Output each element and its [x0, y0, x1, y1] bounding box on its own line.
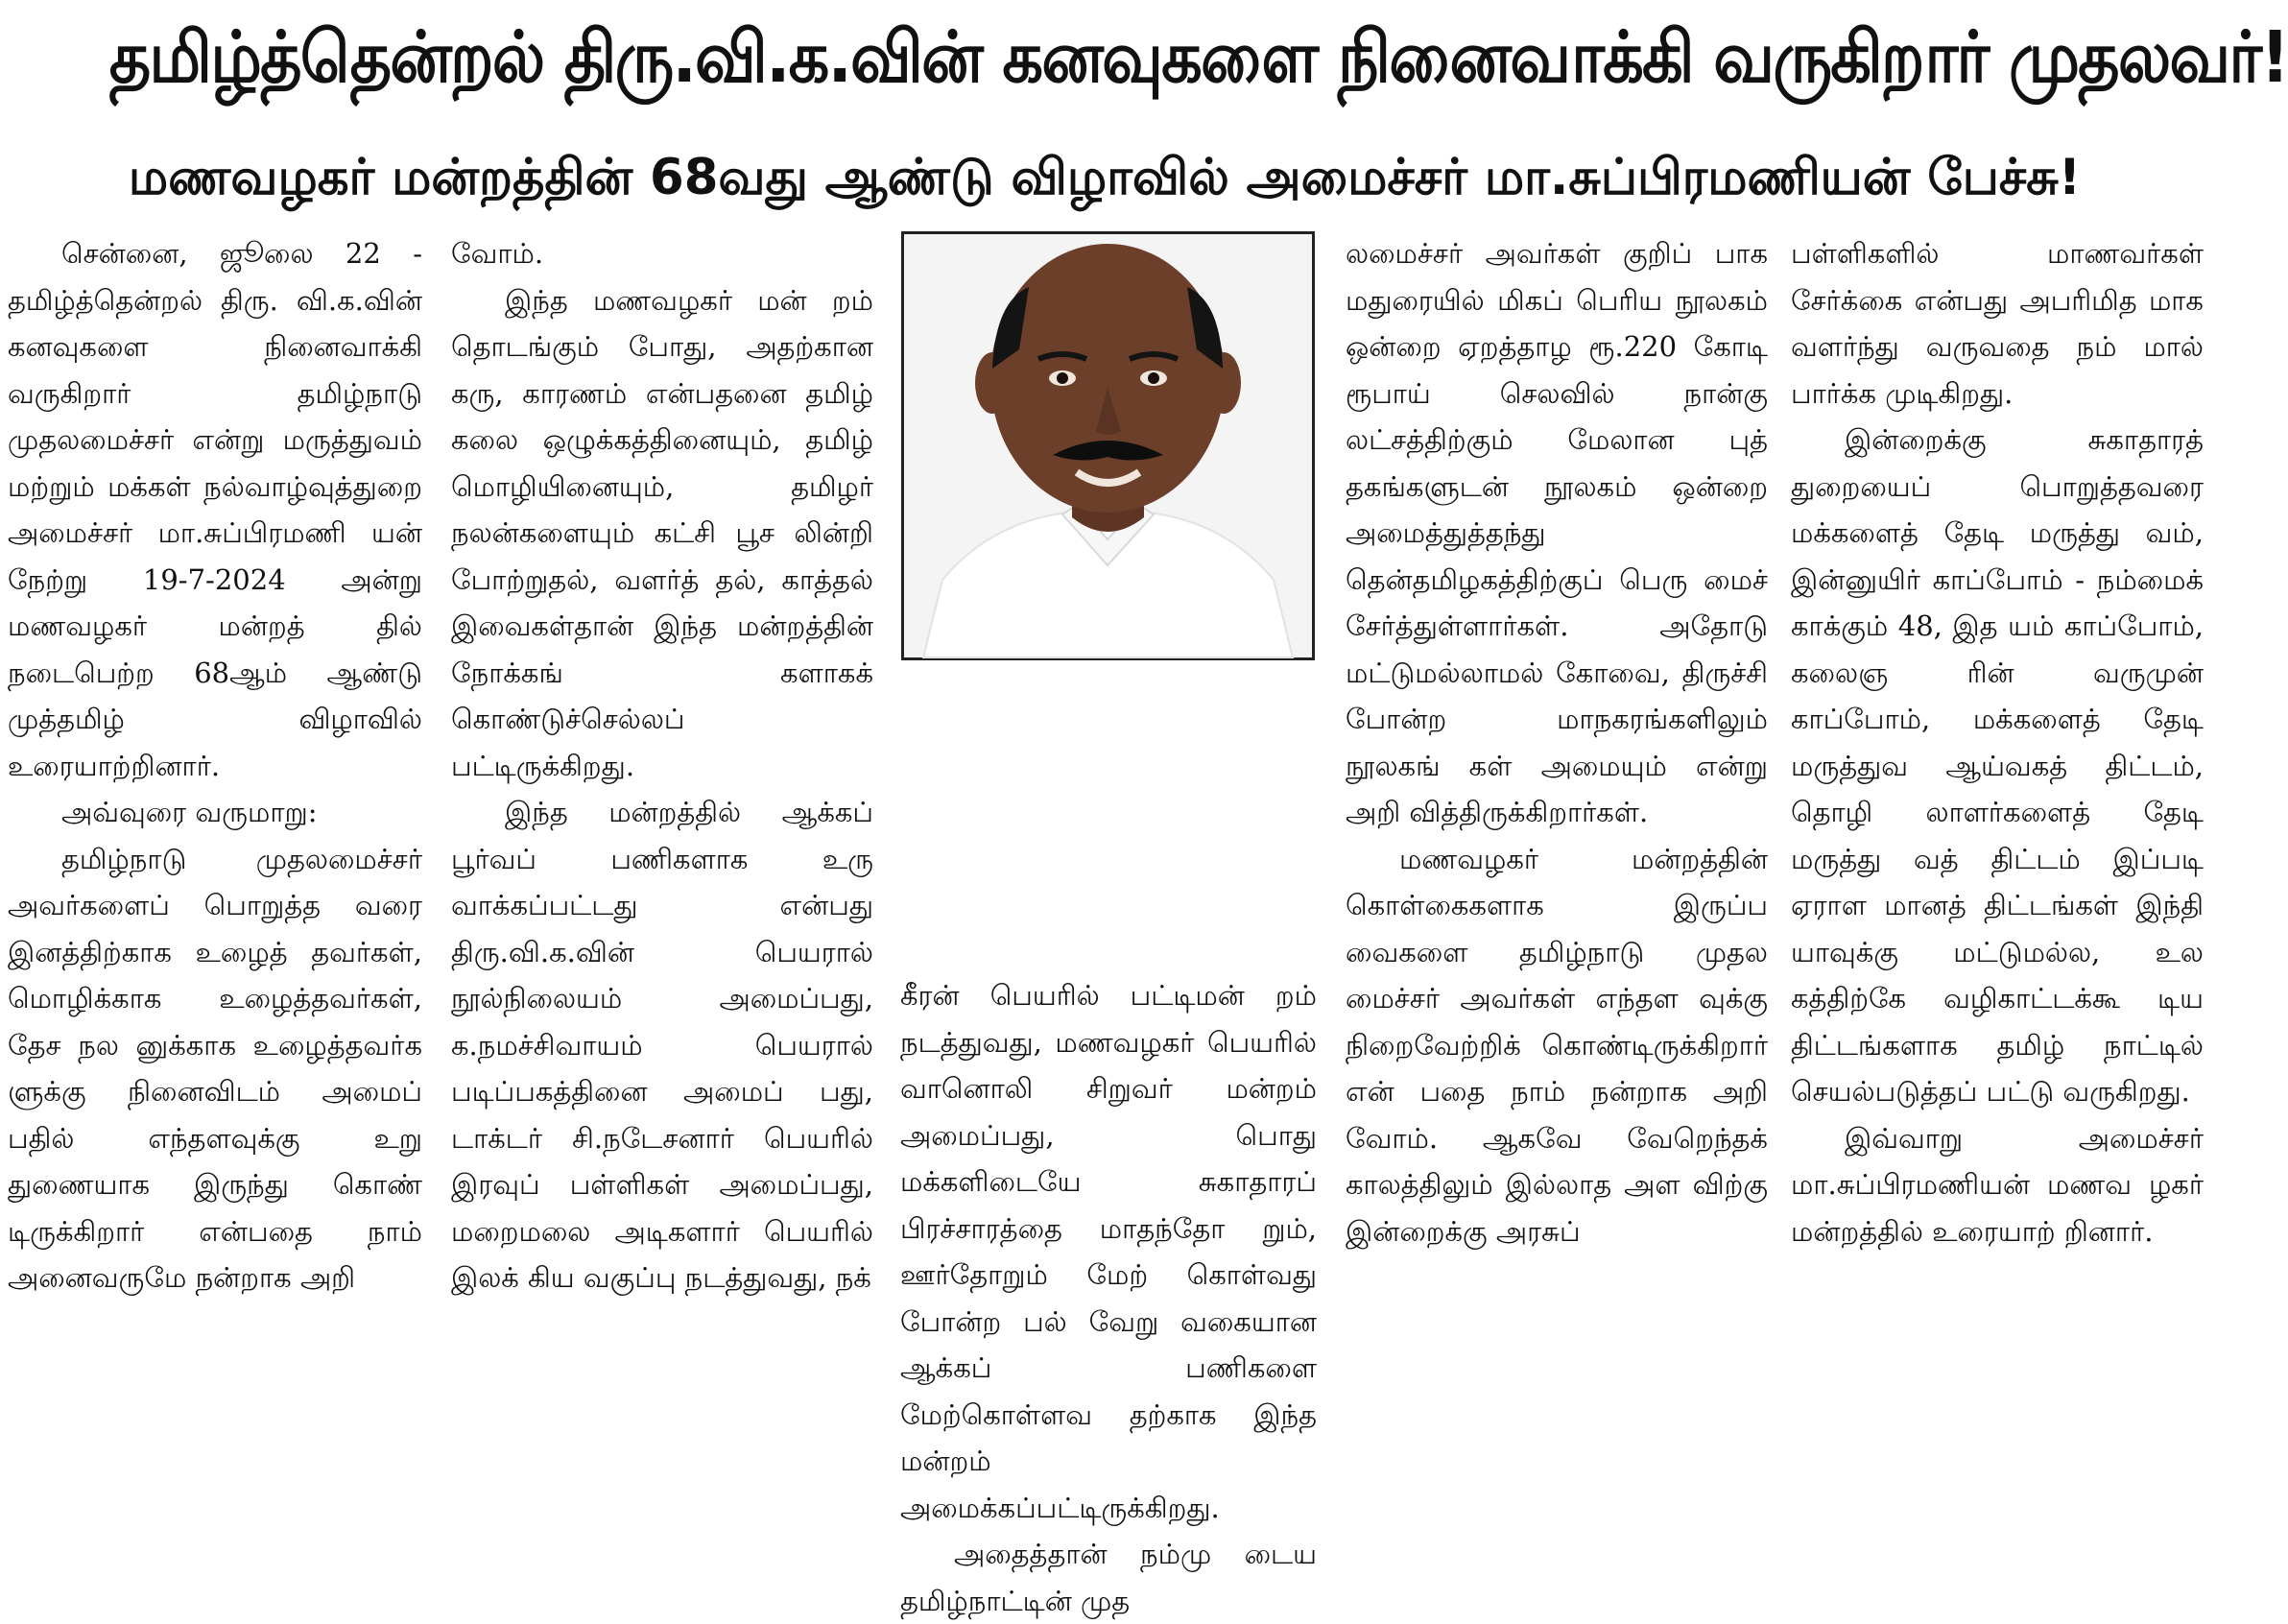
article-column-5: [1791, 230, 2204, 1257]
article-paragraph: இந்த மணவழகர் மன் றம் தொடங்கும் போது, அதற்கான கரு, காரணம் என்பதனை தமிழ் கலை ஒழுக்கத்தினையும், தமிழ் மொழியினையும், தமிழர் நலன்களையும் கட்சி பூச லின்றி போற்றுதல், வளர்த் தல், காத்தல் இவைகள்தான் இந்த மன்றத்தின் நோக்கங் களாகக் கொண்டுச்செல்லப் பட்டிருக்கிறது.: [451, 283, 873, 782]
article-column-4: [1346, 230, 1768, 1257]
article-paragraph: இன்றைக்கு சுகாதாரத் துறையைப் பொறுத்தவரை மக்களைத் தேடி மருத்து வம், இன்னுயிர் காப்போம் - நம்மைக் காக்கும் 48, இத யம் காப்போம், கலைஞ ரின் வருமுன் காப்போம், மக்களைத் தேடி மருத்துவ ஆய்வகத் திட்டம், தொழி லாளர்களைத் தேடி மருத்து வத் திட்டம் இப்படி ஏராள மானத் திட்டங்கள் இந்தி யாவுக்கு மட்டுமல்ல, உல கத்திற்கே வழிகாட்டக்கூ டிய திட்டங்களாக தமிழ் நாட்டில் செயல்படுத்தப் பட்டு வருகிறது.: [1791, 423, 2204, 1108]
article-paragraph: பள்ளிகளில் மாணவர்கள் சேர்க்கை என்பது அபரிமித மாக வளர்ந்து வருவதை நம் மால் பார்க்க முடிகிறது.: [1791, 237, 2204, 410]
article-paragraph: சென்னை, ஜூலை 22 - தமிழ்த்தென்றல் திரு. வி.க.வின் கனவுகளை நினைவாக்கி வருகிறார் தமிழ்நாடு முதலமைச்சர் என்று மருத்துவம் மற்றும் மக்கள் நல்வாழ்வுத்துறை அமைச்சர் மா.சுப்பிரமணி யன் நேற்று 19-7-2024 அன்று மணவழகர் மன்றத் தில் நடைபெற்ற 68ஆம் ஆண்டு முத்தமிழ் விழாவில் உரையாற்றினார்.: [8, 237, 422, 782]
article-paragraph: கீரன் பெயரில் பட்டிமன் றம் நடத்துவது, மணவழகர் பெயரில் வானொலி சிறுவர் மன்றம் அமைப்பது, பொது மக்களிடையே சுகாதாரப் பிரச்சாரத்தை மாதந்தோ றும், ஊர்தோறும் மேற் கொள்வது போன்ற பல் வேறு வகையான ஆக்கப் பணிகளை மேற்கொள்ளவ தற்காக இந்த மன்றம் அமைக்கப்பட்டிருக்கிறது.: [900, 979, 1317, 1524]
portrait-image: [904, 234, 1312, 657]
article-paragraph: அதைத்தான் நம்மு டைய தமிழ்நாட்டின் முத: [900, 1538, 1317, 1617]
article-column-1: [8, 230, 422, 1294]
headline: தமிழ்த்தென்றல் திரு.வி.க.வின் கனவுகளை நினைவாக்கி வருகிறார் முதலவர்!: [108, 16, 2288, 99]
minister-photo: [901, 231, 1315, 660]
article-column-2: [451, 230, 873, 1294]
article-paragraph: இவ்வாறு அமைச்சர் மா.சுப்பிரமணியன் மணவ ழகர் மன்றத்தில் உரையாற் றினார்.: [1791, 1121, 2204, 1248]
article-paragraph: தமிழ்நாடு முதலமைச்சர் அவர்களைப் பொறுத்த வரை இனத்திற்காக உழைத் தவர்கள், மொழிக்காக உழைத்தவர்கள், தேச நல னுக்காக உழைத்தவர்க ளுக்கு நினைவிடம் அமைப் பதில் எந்தளவுக்கு உறு துணையாக இருந்து கொண் டிருக்கிறார் என்பதை நாம் அனைவருமே நன்றாக அறி: [8, 842, 422, 1294]
article-paragraph: இந்த மன்றத்தில் ஆக்கப் பூர்வப் பணிகளாக உரு வாக்கப்பட்டது என்பது திரு.வி.க.வின் பெயரால் நூல்நிலையம் அமைப்பது, க.நமச்சிவாயம் பெயரால் படிப்பகத்தினை அமைப் பது, டாக்டர் சி.நடேசனார் பெயரில் இரவுப் பள்ளிகள் அமைப்பது, மறைமலை அடிகளார் பெயரில் இலக் கிய வகுப்பு நடத்துவது, நக்: [451, 796, 873, 1294]
article-paragraph: மணவழகர் மன்றத்தின் கொள்கைகளாக இருப்ப வைகளை தமிழ்நாடு முதல மைச்சர் அவர்கள் எந்தள வுக்கு நிறைவேற்றிக் கொண்டிருக்கிறார் என் பதை நாம் நன்றாக அறி வோம். ஆகவே வேறெந்தக் காலத்திலும் இல்லாத அள விற்கு இன்றைக்கு அரசுப்: [1346, 842, 1768, 1248]
article-paragraph: வோம்.: [451, 237, 544, 270]
article-paragraph: அவ்வுரை வருமாறு:: [61, 796, 318, 828]
article-column-3: [900, 972, 1317, 1617]
subheadline: மணவழகர் மன்றத்தின் 68வது ஆண்டு விழாவில் அமைச்சர் மா.சுப்பிரமணியன் பேச்சு!: [128, 149, 2082, 206]
article-paragraph: லமைச்சர் அவர்கள் குறிப் பாக மதுரையில் மிகப் பெரிய நூலகம் ஒன்றை ஏறத்தாழ ரூ.220 கோடி ரூபாய் செலவில் நான்கு லட்சத்திற்கும் மேலான புத் தகங்களுடன் நூலகம் ஒன்றை அமைத்துத்தந்து தென்தமிழகத்திற்குப் பெரு மைச் சேர்த்துள்ளார்கள். அதோடு மட்டுமல்லாமல் கோவை, திருச்சி போன்ற மாநகரங்களிலும் நூலகங் கள் அமையும் என்று அறி வித்திருக்கிறார்கள்.: [1346, 237, 1768, 828]
